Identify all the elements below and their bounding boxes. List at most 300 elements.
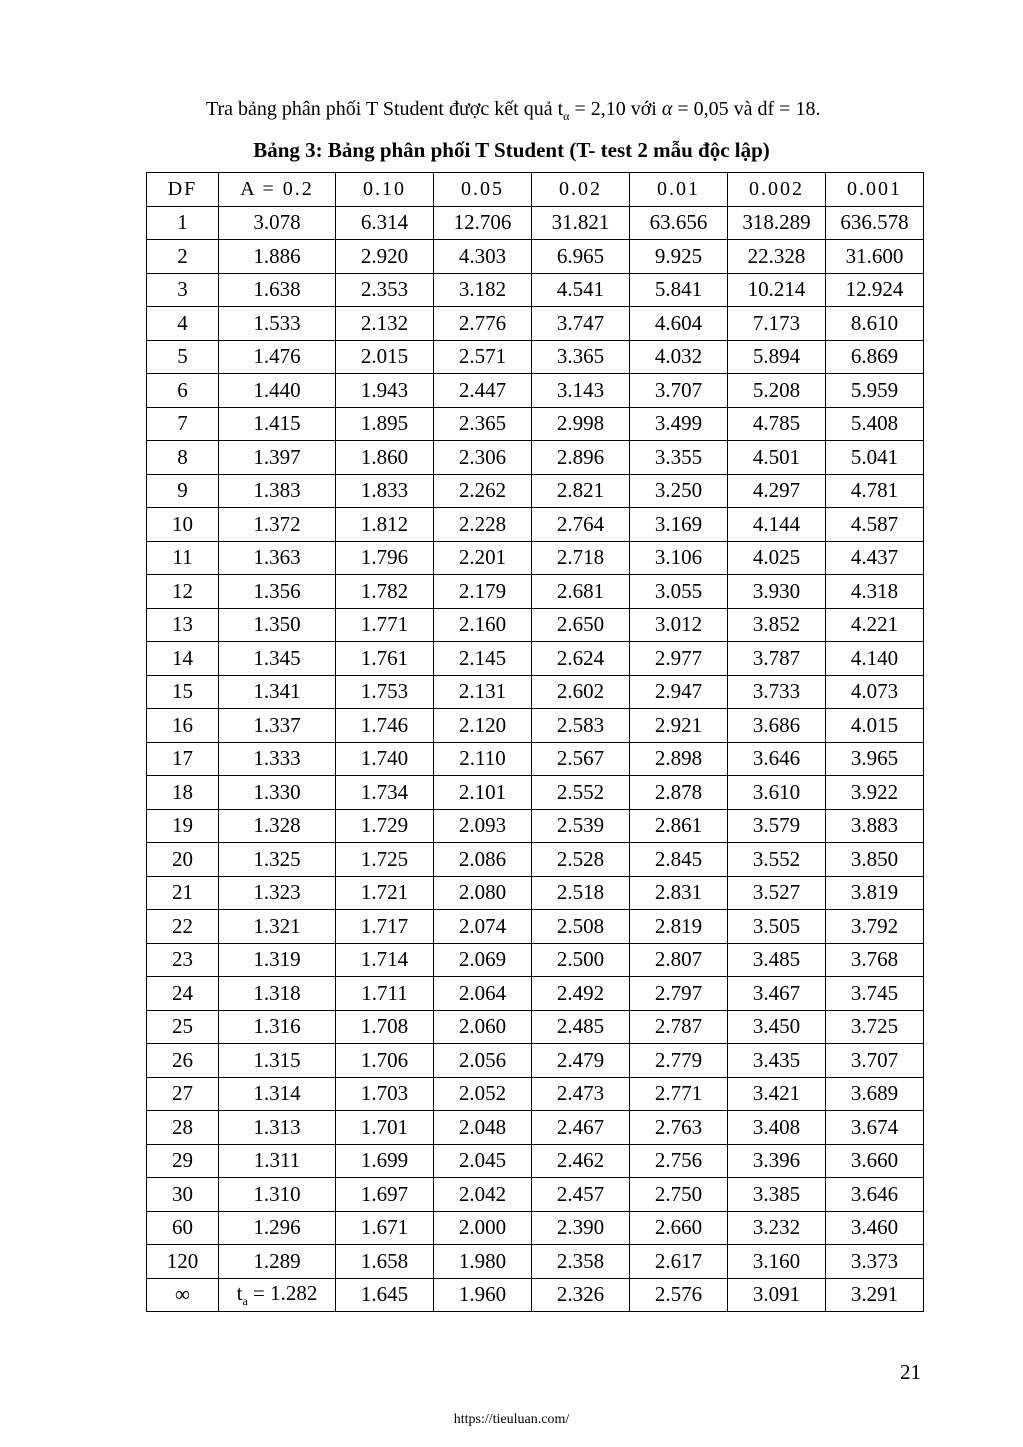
table-cell: 3.408 [728, 1111, 826, 1145]
table-cell-df: 16 [147, 709, 219, 743]
table-cell: 2.571 [434, 340, 532, 374]
table-cell: 1.671 [336, 1211, 434, 1245]
table-cell: 4.140 [826, 642, 924, 676]
table-cell: 6.965 [532, 240, 630, 274]
table-row [147, 608, 924, 642]
table-cell: 2.358 [532, 1245, 630, 1279]
table-row [147, 307, 924, 341]
table-cell: 1.638 [219, 273, 336, 307]
table-row [147, 340, 924, 374]
table-row [147, 675, 924, 709]
table-row [147, 1144, 924, 1178]
table-cell: 5.408 [826, 407, 924, 441]
table-cell: 2.262 [434, 474, 532, 508]
table-row [147, 474, 924, 508]
table-cell: 12.924 [826, 273, 924, 307]
table-row [147, 977, 924, 1011]
table-cell: 4.073 [826, 675, 924, 709]
table-cell: 3.768 [826, 943, 924, 977]
table-cell: 3.747 [532, 307, 630, 341]
table-cell: 7.173 [728, 307, 826, 341]
table-cell: 5.959 [826, 374, 924, 408]
table-cell-df: 11 [147, 541, 219, 575]
table-row [147, 1245, 924, 1279]
table-cell: 1.328 [219, 809, 336, 843]
table-cell: 2.042 [434, 1178, 532, 1212]
table-cell: 2.000 [434, 1211, 532, 1245]
table-cell: 4.032 [630, 340, 728, 374]
table-cell: 2.998 [532, 407, 630, 441]
table-cell: 3.930 [728, 575, 826, 609]
table-cell: 2.787 [630, 1010, 728, 1044]
table-cell: 2.045 [434, 1144, 532, 1178]
table-cell: 3.182 [434, 273, 532, 307]
table-cell-df: 7 [147, 407, 219, 441]
table-cell: 3.707 [826, 1044, 924, 1078]
table-cell-df: 13 [147, 608, 219, 642]
table-cell-df: 14 [147, 642, 219, 676]
table-cell: 5.841 [630, 273, 728, 307]
table-cell: 2.779 [630, 1044, 728, 1078]
header-alpha-0.001: 0.001 [826, 173, 924, 207]
table-cell: 1.333 [219, 742, 336, 776]
table-cell: 22.328 [728, 240, 826, 274]
table-row [147, 809, 924, 843]
table-cell: 3.160 [728, 1245, 826, 1279]
table-cell-df: 20 [147, 843, 219, 877]
table-cell: 1.397 [219, 441, 336, 475]
table-cell: 3.674 [826, 1111, 924, 1145]
table-cell: 1.796 [336, 541, 434, 575]
table-cell: 2.131 [434, 675, 532, 709]
table-cell: 3.355 [630, 441, 728, 475]
table-cell: 4.303 [434, 240, 532, 274]
table-cell: 1.383 [219, 474, 336, 508]
table-cell: 3.852 [728, 608, 826, 642]
t-alpha-value: = 1.282 [247, 1280, 318, 1305]
table-cell-df: 19 [147, 809, 219, 843]
table-cell: 2.776 [434, 307, 532, 341]
table-cell: 2.326 [532, 1278, 630, 1312]
table-cell: 2.069 [434, 943, 532, 977]
table-cell: 1.476 [219, 340, 336, 374]
table-header-row [147, 173, 924, 207]
table-cell: 1.330 [219, 776, 336, 810]
table-cell: 5.041 [826, 441, 924, 475]
table-cell: 1.415 [219, 407, 336, 441]
page-number: 21 [900, 1360, 921, 1384]
header-df: DF [147, 173, 219, 207]
table-cell: 2.552 [532, 776, 630, 810]
table-cell: 1.658 [336, 1245, 434, 1279]
table-row [147, 1077, 924, 1111]
table-cell: 2.831 [630, 876, 728, 910]
table-cell: 3.055 [630, 575, 728, 609]
table-cell: 2.179 [434, 575, 532, 609]
table-cell: 2.492 [532, 977, 630, 1011]
table-cell: 1.372 [219, 508, 336, 542]
table-cell: 1.321 [219, 910, 336, 944]
table-cell: 3.143 [532, 374, 630, 408]
table-cell: 2.947 [630, 675, 728, 709]
table-row [147, 642, 924, 676]
table-cell: 2.718 [532, 541, 630, 575]
table-cell: 1.729 [336, 809, 434, 843]
table-cell: 2.101 [434, 776, 532, 810]
table-cell: 2.764 [532, 508, 630, 542]
table-cell: 3.527 [728, 876, 826, 910]
table-cell: 2.145 [434, 642, 532, 676]
table-row [147, 407, 924, 441]
table-row [147, 273, 924, 307]
table-cell: 1.980 [434, 1245, 532, 1279]
table-cell: 3.725 [826, 1010, 924, 1044]
table-cell: 2.132 [336, 307, 434, 341]
table-cell: 2.015 [336, 340, 434, 374]
table-cell: 2.920 [336, 240, 434, 274]
table-row [147, 1044, 924, 1078]
table-cell: 1.345 [219, 642, 336, 676]
table-cell: 2.086 [434, 843, 532, 877]
table-row [147, 1010, 924, 1044]
table-cell: 9.925 [630, 240, 728, 274]
header-alpha-0.01: 0.01 [630, 173, 728, 207]
table-cell: 4.785 [728, 407, 826, 441]
table-cell: 4.015 [826, 709, 924, 743]
table-cell: 3.686 [728, 709, 826, 743]
table-row [147, 742, 924, 776]
table-cell: 3.689 [826, 1077, 924, 1111]
table-cell: 1.812 [336, 508, 434, 542]
table-cell-df: 8 [147, 441, 219, 475]
table-cell: 2.228 [434, 508, 532, 542]
table-cell: 1.440 [219, 374, 336, 408]
table-cell: 2.048 [434, 1111, 532, 1145]
table-cell: 3.012 [630, 608, 728, 642]
table-cell-df: 17 [147, 742, 219, 776]
table-cell: 3.485 [728, 943, 826, 977]
table-cell: 2.896 [532, 441, 630, 475]
table-cell: 1.740 [336, 742, 434, 776]
table-cell: 1.325 [219, 843, 336, 877]
table-cell: 3.106 [630, 541, 728, 575]
table-cell: 1.753 [336, 675, 434, 709]
table-cell: 10.214 [728, 273, 826, 307]
t-distribution-table [146, 172, 924, 1312]
table-cell: 2.201 [434, 541, 532, 575]
table-cell-df: 24 [147, 977, 219, 1011]
table-cell: 2.750 [630, 1178, 728, 1212]
header-alpha-0.02: 0.02 [532, 173, 630, 207]
table-cell-df: 6 [147, 374, 219, 408]
table-cell: 4.144 [728, 508, 826, 542]
table-cell: 5.208 [728, 374, 826, 408]
table-row-infinity [147, 1278, 924, 1312]
table-row [147, 1178, 924, 1212]
table-cell: 3.291 [826, 1278, 924, 1312]
table-cell: 3.745 [826, 977, 924, 1011]
table-cell: 2.819 [630, 910, 728, 944]
table-cell-df: 3 [147, 273, 219, 307]
intro-prefix: Tra bảng phân phối T Student được kết quả t [206, 98, 564, 120]
table-cell: 318.289 [728, 206, 826, 240]
table-cell: 3.250 [630, 474, 728, 508]
table-cell: 2.977 [630, 642, 728, 676]
table-cell: 1.315 [219, 1044, 336, 1078]
table-cell: 4.501 [728, 441, 826, 475]
table-cell: 6.314 [336, 206, 434, 240]
table-cell: 1.895 [336, 407, 434, 441]
table-cell: 2.447 [434, 374, 532, 408]
table-cell: 4.604 [630, 307, 728, 341]
table-cell: 3.385 [728, 1178, 826, 1212]
table-cell: 2.845 [630, 843, 728, 877]
table-cell-df: 22 [147, 910, 219, 944]
table-cell: 1.721 [336, 876, 434, 910]
table-cell: 1.316 [219, 1010, 336, 1044]
table-cell: 2.485 [532, 1010, 630, 1044]
table-cell-t-alpha [219, 1278, 336, 1312]
table-cell: 3.646 [826, 1178, 924, 1212]
table-row [147, 910, 924, 944]
table-cell: 2.500 [532, 943, 630, 977]
table-cell: 2.060 [434, 1010, 532, 1044]
table-cell: 1.311 [219, 1144, 336, 1178]
table-cell: 2.624 [532, 642, 630, 676]
table-cell: 1.734 [336, 776, 434, 810]
table-cell: 3.396 [728, 1144, 826, 1178]
table-cell: 2.528 [532, 843, 630, 877]
table-caption: Bảng 3: Bảng phân phối T Student (T- test 2 mẫu độc lập) [253, 138, 770, 162]
footer-url: https://tieuluan.com/ [453, 1412, 570, 1427]
table-cell: 4.587 [826, 508, 924, 542]
table-cell: 1.323 [219, 876, 336, 910]
table-cell: 2.861 [630, 809, 728, 843]
table-cell: 2.353 [336, 273, 434, 307]
table-cell: 2.878 [630, 776, 728, 810]
table-cell: 2.821 [532, 474, 630, 508]
table-cell-df: 30 [147, 1178, 219, 1212]
table-row [147, 541, 924, 575]
table-cell: 3.579 [728, 809, 826, 843]
table-cell: 3.965 [826, 742, 924, 776]
table-cell: 2.797 [630, 977, 728, 1011]
table-cell: 8.610 [826, 307, 924, 341]
table-row [147, 776, 924, 810]
table-cell: 2.473 [532, 1077, 630, 1111]
table-cell: 1.318 [219, 977, 336, 1011]
intro-sentence [206, 98, 820, 124]
table-cell: 2.093 [434, 809, 532, 843]
table-cell-df: 2 [147, 240, 219, 274]
table-cell: 2.056 [434, 1044, 532, 1078]
table-cell: 1.725 [336, 843, 434, 877]
table-cell: 4.781 [826, 474, 924, 508]
table-cell: 1.703 [336, 1077, 434, 1111]
table-cell: 1.533 [219, 307, 336, 341]
table-cell-df: 5 [147, 340, 219, 374]
table-cell: 2.508 [532, 910, 630, 944]
table-cell: 4.437 [826, 541, 924, 575]
table-cell: 3.883 [826, 809, 924, 843]
table-cell: 2.602 [532, 675, 630, 709]
table-cell: 4.297 [728, 474, 826, 508]
table-cell: 1.356 [219, 575, 336, 609]
table-cell: 1.771 [336, 608, 434, 642]
table-cell: 3.467 [728, 977, 826, 1011]
table-cell-df: 1 [147, 206, 219, 240]
table-row [147, 575, 924, 609]
table-cell: 1.717 [336, 910, 434, 944]
table-cell: 1.645 [336, 1278, 434, 1312]
table-row [147, 206, 924, 240]
intro-alpha: α [661, 98, 673, 120]
table-cell-df: 120 [147, 1245, 219, 1279]
table-cell: 4.318 [826, 575, 924, 609]
table-cell: 2.921 [630, 709, 728, 743]
table-cell: 3.499 [630, 407, 728, 441]
table-cell-df: 28 [147, 1111, 219, 1145]
table-cell: 3.819 [826, 876, 924, 910]
table-cell: 3.787 [728, 642, 826, 676]
table-cell-df: 23 [147, 943, 219, 977]
table-cell: 1.314 [219, 1077, 336, 1111]
table-cell: 636.578 [826, 206, 924, 240]
table-cell: 1.711 [336, 977, 434, 1011]
intro-middle: = 2,10 với [569, 98, 662, 120]
table-cell: 3.850 [826, 843, 924, 877]
table-cell: 2.617 [630, 1245, 728, 1279]
header-alpha-0.05: 0.05 [434, 173, 532, 207]
table-cell: 3.232 [728, 1211, 826, 1245]
table-cell: 63.656 [630, 206, 728, 240]
table-cell: 2.110 [434, 742, 532, 776]
table-cell: 1.782 [336, 575, 434, 609]
t-alpha-prefix: t [236, 1280, 243, 1305]
table-cell-df: 21 [147, 876, 219, 910]
table-cell: 2.756 [630, 1144, 728, 1178]
table-cell-df: 27 [147, 1077, 219, 1111]
table-cell-df: 12 [147, 575, 219, 609]
intro-suffix: = 0,05 và df = 18. [672, 98, 821, 120]
table-cell: 2.080 [434, 876, 532, 910]
table-cell: 2.074 [434, 910, 532, 944]
table-cell: 2.518 [532, 876, 630, 910]
table-cell: 3.610 [728, 776, 826, 810]
table-cell: 5.894 [728, 340, 826, 374]
table-cell: 2.064 [434, 977, 532, 1011]
header-alpha-0.2: A = 0.2 [219, 173, 336, 207]
table-cell: 1.363 [219, 541, 336, 575]
table-cell: 1.860 [336, 441, 434, 475]
table-cell: 1.313 [219, 1111, 336, 1145]
table-cell: 2.681 [532, 575, 630, 609]
table-cell: 2.807 [630, 943, 728, 977]
table-cell-df: 60 [147, 1211, 219, 1245]
table-cell: 31.600 [826, 240, 924, 274]
table-cell: 2.457 [532, 1178, 630, 1212]
table-cell: 1.761 [336, 642, 434, 676]
table-cell: 2.120 [434, 709, 532, 743]
table-cell: 3.365 [532, 340, 630, 374]
table-cell: 4.221 [826, 608, 924, 642]
table-row [147, 943, 924, 977]
table-cell: 2.365 [434, 407, 532, 441]
table-cell: 1.960 [434, 1278, 532, 1312]
table-cell: 3.792 [826, 910, 924, 944]
table-cell: 3.646 [728, 742, 826, 776]
table-cell: 2.898 [630, 742, 728, 776]
table-cell: 2.763 [630, 1111, 728, 1145]
table-cell: 2.052 [434, 1077, 532, 1111]
table-cell: 2.390 [532, 1211, 630, 1245]
table-cell: 31.821 [532, 206, 630, 240]
t-alpha-sub: a [242, 1293, 248, 1308]
table-cell: 1.319 [219, 943, 336, 977]
table-cell-df: 9 [147, 474, 219, 508]
table-cell: 3.733 [728, 675, 826, 709]
table-cell: 3.450 [728, 1010, 826, 1044]
table-cell-df: 15 [147, 675, 219, 709]
table-cell: 1.886 [219, 240, 336, 274]
table-cell: 3.552 [728, 843, 826, 877]
table-cell: 1.699 [336, 1144, 434, 1178]
table-row [147, 843, 924, 877]
table-cell: 2.479 [532, 1044, 630, 1078]
table-cell: 12.706 [434, 206, 532, 240]
table-row [147, 508, 924, 542]
table-cell: 3.922 [826, 776, 924, 810]
table-cell: 3.078 [219, 206, 336, 240]
table-cell-df: 25 [147, 1010, 219, 1044]
table-cell: 1.697 [336, 1178, 434, 1212]
header-alpha-0.002: 0.002 [728, 173, 826, 207]
table-cell: 3.091 [728, 1278, 826, 1312]
table-cell: 4.025 [728, 541, 826, 575]
table-cell-df: 18 [147, 776, 219, 810]
table-row [147, 441, 924, 475]
table-cell: 3.505 [728, 910, 826, 944]
table-cell: 1.708 [336, 1010, 434, 1044]
table-cell: 2.660 [630, 1211, 728, 1245]
header-alpha-0.10: 0.10 [336, 173, 434, 207]
table-cell: 2.576 [630, 1278, 728, 1312]
table-cell-df: 29 [147, 1144, 219, 1178]
table-cell: 1.289 [219, 1245, 336, 1279]
table-cell: 6.869 [826, 340, 924, 374]
intro-subscript: α [563, 109, 570, 123]
table-cell: 2.771 [630, 1077, 728, 1111]
table-cell: 1.701 [336, 1111, 434, 1145]
table-row [147, 1111, 924, 1145]
table-row [147, 709, 924, 743]
table-cell: 1.714 [336, 943, 434, 977]
table-cell: 1.943 [336, 374, 434, 408]
table-cell-df: 26 [147, 1044, 219, 1078]
table-cell: 3.373 [826, 1245, 924, 1279]
table-row [147, 374, 924, 408]
table-cell: 3.435 [728, 1044, 826, 1078]
table-cell: 3.707 [630, 374, 728, 408]
table-cell: 1.350 [219, 608, 336, 642]
table-cell: 2.650 [532, 608, 630, 642]
table-cell-df: 4 [147, 307, 219, 341]
table-cell: 3.421 [728, 1077, 826, 1111]
table-cell: 1.746 [336, 709, 434, 743]
table-cell: 2.462 [532, 1144, 630, 1178]
table-row [147, 240, 924, 274]
table-cell: 2.467 [532, 1111, 630, 1145]
